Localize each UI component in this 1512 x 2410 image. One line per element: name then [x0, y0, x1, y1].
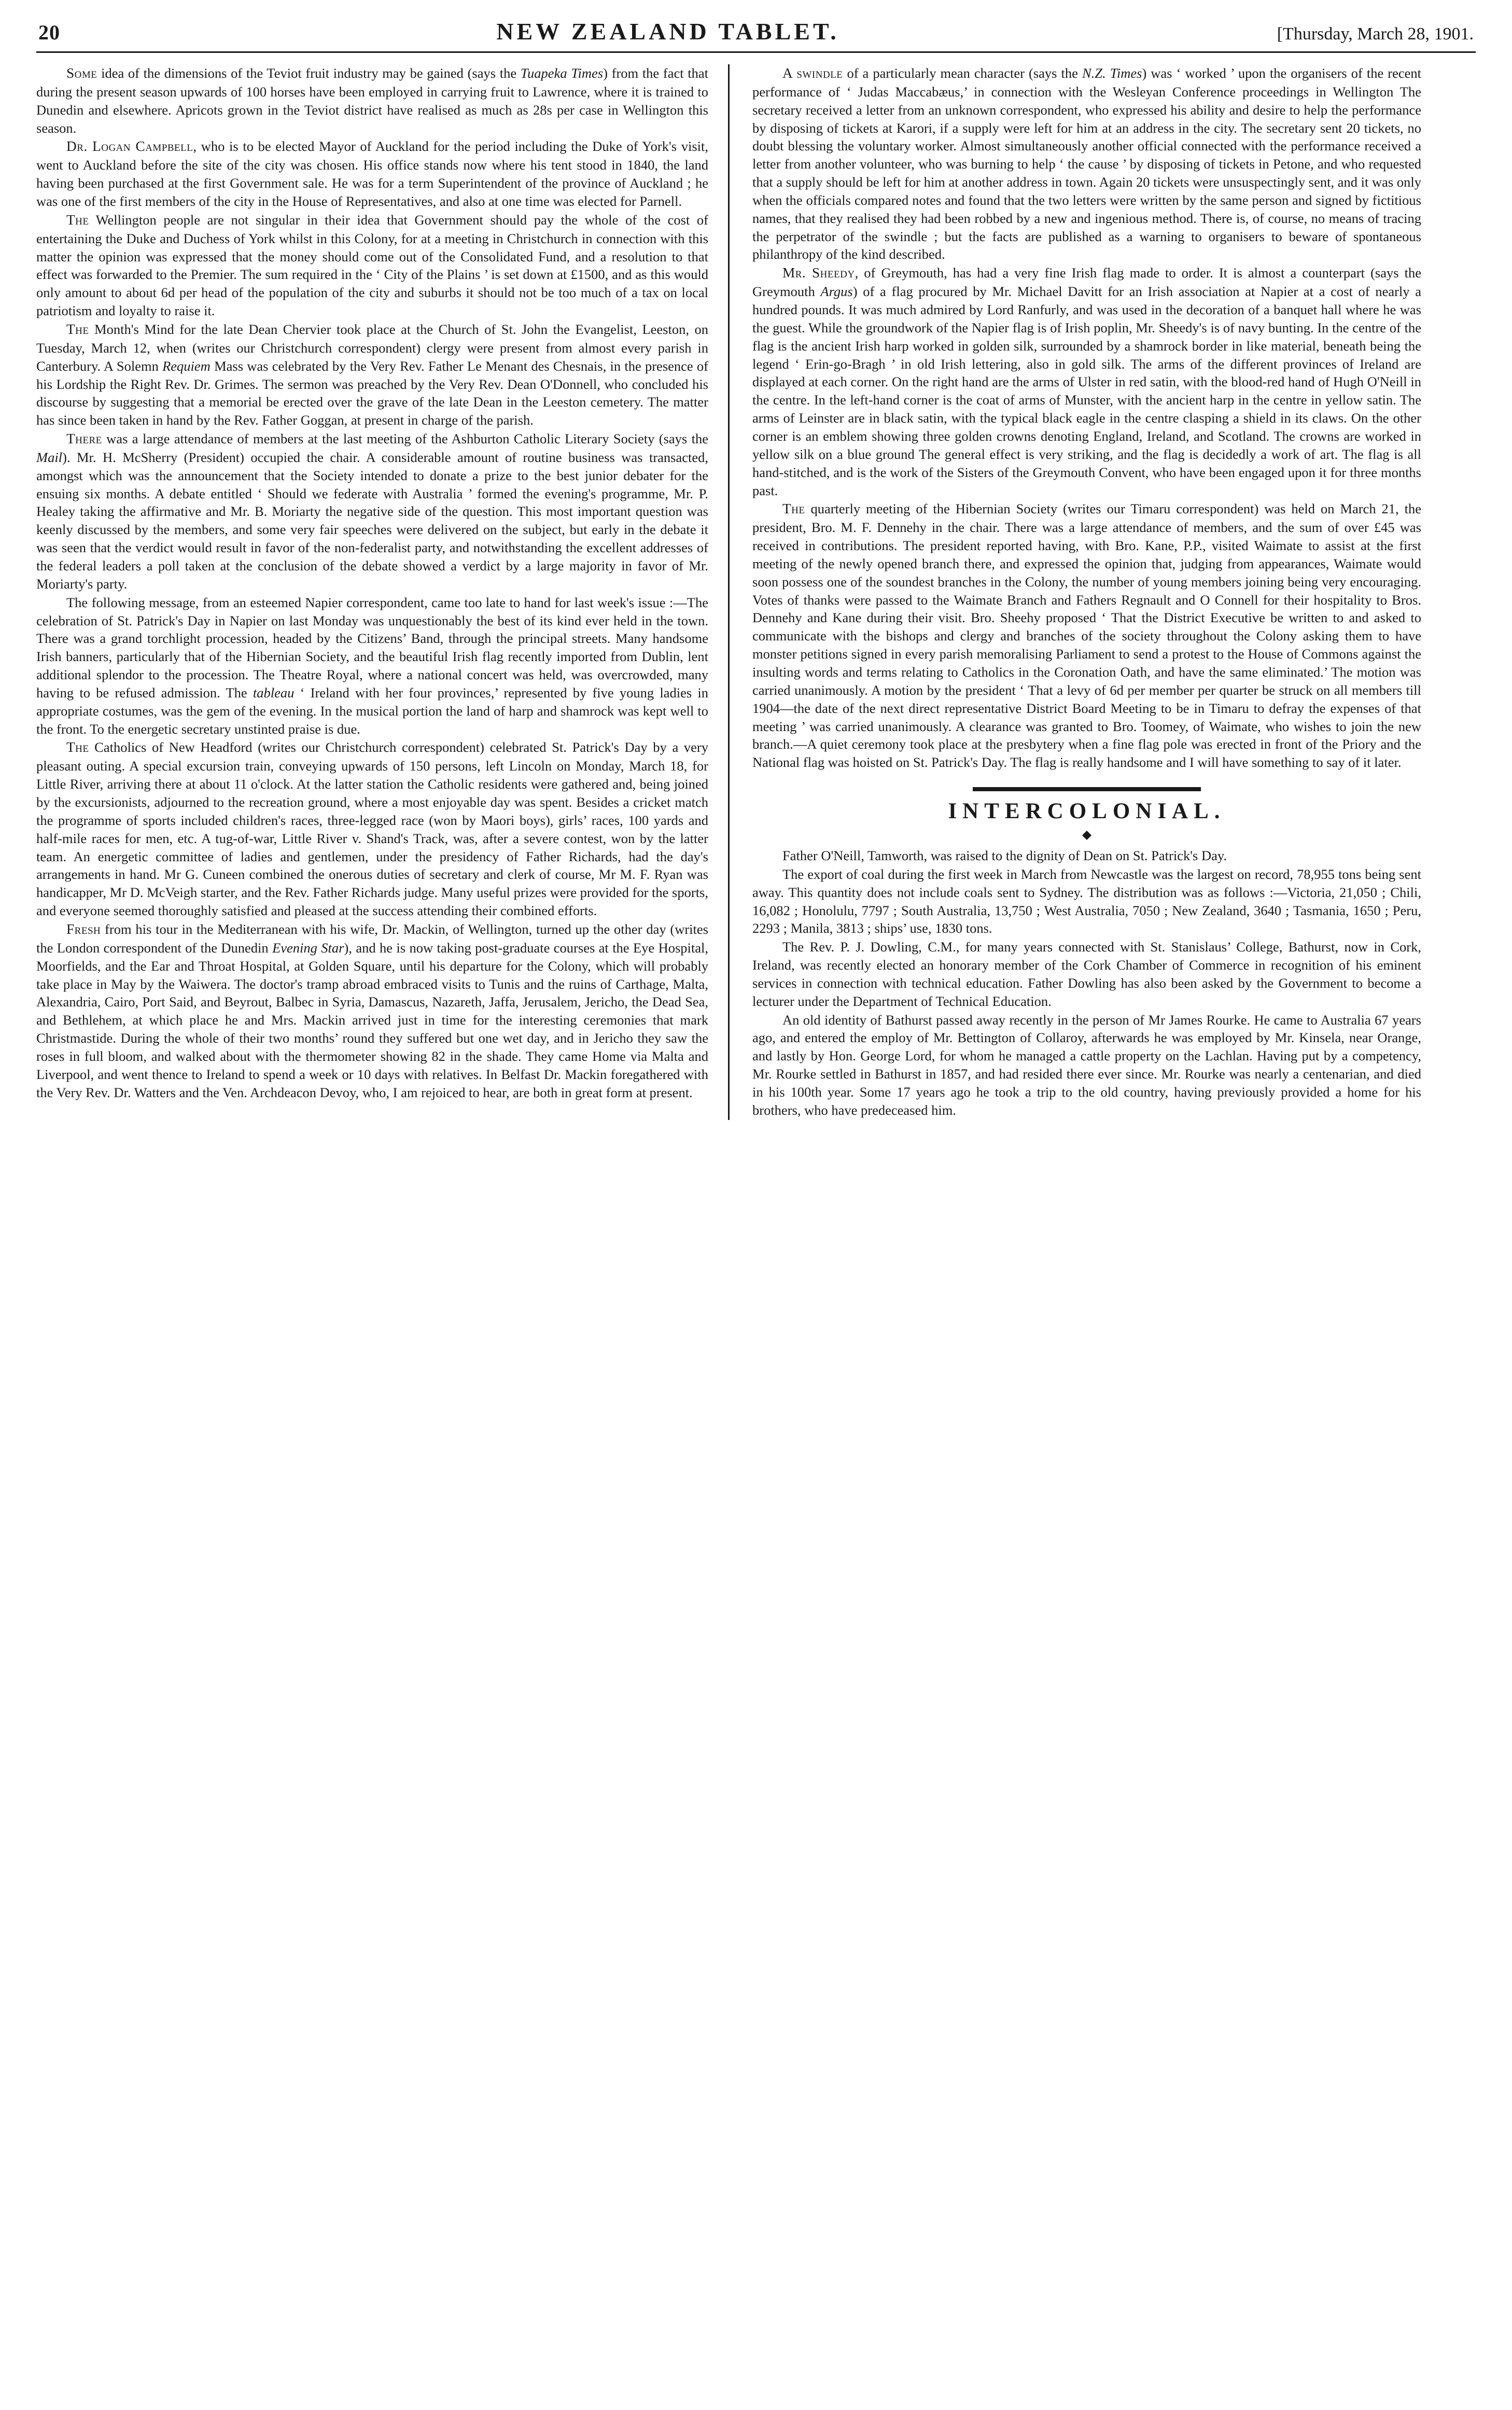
- paragraph: Fresh from his tour in the Mediterranean with his wife, Dr. Mackin, of Wellington, turned up the other day (writes the London correspondent of the Dunedin Evening Star), and he is now taking post-graduate courses at the Eye Hospital, Moorfields, and the Ear and Throat Hospital, at Golden Square, until his departure for the Colony, which will probably take place in May by the Waiwera. The doctor's tramp abroad embraced visits to Tunis and the ruins of Carthage, Malta, Alexandria, Cairo, Port Said, and Beyrout, Balbec in Syria, Damascus, Nazareth, Jaffa, Jerusalem, Jericho, the Dead Sea, and Bethlehem, at which place he and Mrs. Mackin arrived just in time for the interesting ceremonies that mark Christmastide. During the whole of their two months’ round they suffered but one wet day, and in Jericho they saw the roses in full bloom, and walked about with the thermometer showing 82 in the shade. They came Home via Malta and Liverpool, and went thence to Ireland to spend a week or 10 days with relatives. In Belfast Dr. Mackin foregathered with the Very Rev. Dr. Watters and the Ven. Archdeacon Devoy, who, I am rejoiced to hear, are both in great form at present.: [36, 921, 709, 1100]
- section-rule-thin: [973, 790, 1201, 791]
- issue-date: [Thursday, March 28, 1901.: [1277, 24, 1474, 44]
- paragraph: The Rev. P. J. Dowling, C.M., for many years connected with St. Stanislaus’ College, Bathurst, now in Cork, Ireland, was recently elected an honorary member of the Cork Chamber of Commerce in recognition of his eminent services in connection with technical education. Father Dowling has also been asked by the Government to become a lecturer under the Department of Technical Education.: [752, 939, 1421, 1009]
- paragraph: A swindle of a particularly mean character (says the N.Z. Times) was ‘ worked ’ upon the organisers of the recent performance of ‘ Judas Maccabæus,’ in connection with the Wesleyan Conference proceedings in Wellington The secretary received a letter from an unknown correspondent, who expressed his ability and desire to help the performance by disposing of tickets at Karori, if a supply were left for him at an address in the city. The secretary sent 20 tickets, no doubt blessing the voluntary worker. Almost simultaneously another official connected with the performance received a letter from another volunteer, who was burning to help ‘ the cause ’ by disposing of tickets in Petone, and who requested that a supply should be left for him at another address in town. Again 20 tickets were unsuspectingly sent, and it was only when the officials compared notes and found that the two letters were written by the same person and signed by fictitious names, that they realised they had been robbed by a new and ingenious method. There is, of course, no means of tracing the perpetrator of the swindle ; but the facts are published as a warning to organisers to beware of spontaneous philanthropy of the kind described.: [752, 65, 1421, 262]
- right-column-body-top: [752, 64, 1421, 772]
- section-heading: INTERCOLONIAL.: [948, 799, 1226, 824]
- paragraph: Father O'Neill, Tamworth, was raised to the dignity of Dean on St. Patrick's Day.: [782, 848, 1227, 864]
- masthead: [36, 18, 1476, 48]
- paragraph: The quarterly meeting of the Hibernian Society (writes our Timaru correspondent) was held on March 21, the president, Bro. M. F. Dennehy in the chair. There was a large attendance of members, and the sum of over £45 was received in contributions. The president reported having, with Bro. Kane, P.P., visited Waimate to assist at the first meeting of the newly opened branch there, and expressed the opinion that, judging from appearances, Waimate would soon possess one of the soundest branches in the Colony, the number of young members joining being very encouraging. Votes of thanks were passed to the Waimate Branch and Fathers Regnault and O Connell for their hospitality to Bros. Dennehy and Kane during their visit. Bro. Sheehy proposed ‘ That the District Executive be written to and asked to communicate with the bishops and clergy and branches of the society throughout the Colony asking them to have monster petitions signed in every parish memoralising Parliament to send a protest to the House of Commons against the insulting words and terms relating to Catholics in the Coronation Oath, and have the same eliminated.’ The motion was carried unanimously. A motion by the president ‘ That a levy of 6d per member per quarter be struck on all members till 1904—the date of the next direct representative District Board Meeting to be in Timaru to defray the expenses of that meeting ’ was carried unanimously. A clearance was granted to Bro. Toomey, of Waimate, who wishes to join the new branch.—A quiet ceremony took place at the presbytery when a fine flag pole was erected in front of the Priory and the National flag was hoisted on St. Patrick's Day. The flag is really handsome and I will have something to say of it later.: [752, 501, 1421, 770]
- paragraph: There was a large attendance of members at the last meeting of the Ashburton Catholic Literary Society (says the Mail). Mr. H. McSherry (President) occupied the chair. A considerable amount of routine business was transacted, amongst which was the announcement that the Society intended to donate a prize to the best junior debater for the ensuing six months. A debate entitled ‘ Should we federate with Australia ’ formed the evening's programme, Mr. P. Healey taking the affirmative and Mr. B. Moriarty the negative side of the question. This most important question was keenly discussed by the members, and some very fair speeches were delivered on the subject, but early in the debate it was seen that the verdict would result in favor of the non-federalist party, and notwithstanding the excellent addresses of the federal leaders a poll taken at the conclusion of the debate showed a verdict by a large majority in favor of Mr. Moriarty's party.: [36, 431, 708, 592]
- left-column-body: [36, 64, 708, 1101]
- column-right: [732, 64, 1421, 1120]
- column-divider: [728, 64, 730, 1120]
- newspaper-title: NEW ZEALAND TABLET.: [496, 18, 839, 45]
- masthead-rule: [36, 51, 1476, 53]
- page-number: 20: [38, 21, 60, 44]
- paragraph: The Catholics of New Headford (writes our Christchurch correspondent) celebrated St. Patrick's Day by a very pleasant outing. A special excursion train, conveying upwards of 150 persons, left Lincoln on Monday, March 18, for Little River, arriving there at about 11 o'clock. At the latter station the Catholic residents were gathered and, being joined by the excursionists, adjourned to the recreation ground, where a most enjoyable day was spent. Besides a cricket match the programme of sports included children's races, three-legged race (won by Maori boys), girls’ races, 100 yards and half-mile races for men, etc. A tug-of-war, Little River v. Shand's Track, was, after a severe contest, won by the latter team. An energetic committee of ladies and gentlemen, under the presidency of Father Richards, had the day's arrangements in hand. Mr G. Cuneen combined the onerous duties of secretary and clerk of course, Mr M. F. Ryan was handicapper, Mr D. McVeigh starter, and the Rev. Father Richards judge. Many useful prizes were provided for the sports, and everyone seemed thoroughly satisfied and pleased at the success attending their combined efforts.: [36, 739, 708, 919]
- paragraph: Mr. Sheedy, of Greymouth, has had a very fine Irish flag made to order. It is almost a counterpart (says the Greymouth Argus) of a flag procured by Mr. Michael Davitt for an Irish association at Napier at a cost of nearly a hundred pounds. It was much admired by Lord Ranfurly, and was used in the decoration of a banquet hall where he was the guest. While the groundwork of the Napier flag is of Irish poplin, Mr. Sheedy's is of navy bunting. In the centre of the flag is the ancient Irish harp worked in golden silk, surrounded by a shamrock border in like material, beneath being the legend ‘ Erin-go-Bragh ’ in old Irish lettering, also in gold silk. The arms of the different provinces of Ireland are displayed at each corner. On the right hand are the arms of Ulster in red satin, with the blood-red hand of Hugh O'Neill in the centre. In the left-hand corner is the coat of arms of Munster, with the ancient harp in the centre in yellow satin. The arms of Leinster are in black satin, with the typical black eagle in the centre clasping a shield in its claws. On the other corner is an emblem showing three golden crowns denoting England, Ireland, and Scotland. The crowns are worked in yellow silk on a blue ground The general effect is very striking, and the flag is decidedly a work of art. The flag is all hand-stitched, and is the work of the Sisters of the Greymouth Convent, who have been engaged upon it for three months past.: [752, 265, 1421, 498]
- paragraph: The Month's Mind for the late Dean Chervier took place at the Church of St. John the Evangelist, Leeston, on Tuesday, March 12, when (writes our Christchurch correspondent) clergy were present from almost every parish in Canterbury. A Solemn Requiem Mass was celebrated by the Very Rev. Father Le Menant des Chesnais, in the presence of his Lordship the Right Rev. Dr. Grimes. The sermon was preached by the Very Rev. Dean O'Donnell, who concluded his discourse by suggesting that a memorial be erected over the grave of the late Dean in the Leeston cemetery. The matter has since been taken in hand by the Rev. Father Goggan, at present in charge of the parish.: [36, 321, 708, 428]
- paragraph: The following message, from an esteemed Napier correspondent, came too late to hand for last week's issue :—The celebration of St. Patrick's Day in Napier on last Monday was unquestionably the best of its kind ever held in the town. There was a grand torchlight procession, headed by the Citizens’ Band, through the principal streets. Many handsome Irish banners, particularly that of the Hibernian Society, and the beautiful Irish flag recently imported from Dublin, lent additional splendor to the procession. The Theatre Royal, where a national concert was held, was overcrowded, many having to be refused admission. The tableau ‘ Ireland with her four provinces,’ represented by five young ladies in appropriate costumes, was the gem of the evening. In the musical portion the land of harp and shamrock was kept well to the front. To the energetic secretary unstinted praise is due.: [36, 594, 708, 737]
- paragraph: Some idea of the dimensions of the Teviot fruit industry may be gained (says the Tuapeka Times) from the fact that during the present season upwards of 100 horses have been employed in carrying fruit to Lawrence, where it is trained to Dunedin and elsewhere. Apricots grown in the Teviot district have realised as much as 28s per case in Wellington this season.: [36, 65, 708, 136]
- column-left: [36, 64, 726, 1120]
- section-divider: [752, 787, 1421, 791]
- paragraph: The Wellington people are not singular in their idea that Government should pay the whole of the cost of entertaining the Duke and Duchess of York whilst in this Colony, for at a meeting in Christchurch in connection with this matter the opinion was expressed that the money should come out of the Consolidated Fund, and a resolution to that effect was forwarded to the Premier. The sum required in the ‘ City of the Plains ’ is set down at £1500, and as this would only amount to about 6d per head of the population of the city and suburbs it should not be too much of a tax on local patriotism and loyalty to raise it.: [36, 212, 708, 319]
- section-ornament: [752, 826, 1421, 839]
- paragraph: Dr. Logan Campbell, who is to be elected Mayor of Auckland for the period including the Duke of York's visit, went to Auckland before the site of the city was chosen. His office stands now where his tent stood in 1840, the land having been purchased at the first Government sale. He was for a term Superintendent of the province of Auckland ; he was one of the first members of the city in the House of Representatives, and also at one time was elected for Parnell.: [36, 138, 708, 209]
- page-columns: [36, 64, 1476, 1120]
- paragraph: The export of coal during the first week in March from Newcastle was the largest on record, 78,955 tons being sent away. This quantity does not include coals sent to Sydney. The distribution was as follows :—Victoria, 21,050 ; Chili, 16,082 ; Honolulu, 7797 ; South Australia, 13,750 ; West Australia, 7050 ; New Zealand, 3640 ; Tasmania, 1650 ; Peru, 2293 ; Manila, 3813 ; ships’ use, 1830 tons.: [752, 866, 1421, 936]
- diamond-icon: [1082, 826, 1091, 835]
- paragraph: An old identity of Bathurst passed away recently in the person of Mr James Rourke. He came to Australia 67 years ago, and entered the employ of Mr. Bettington of Collaroy, afterwards he was employed by Mr. Kinsela, near Orange, and lastly by Hon. George Lord, for whom he managed a cattle property on the Lachlan. Having put by a competency, Mr. Rourke settled in Bathurst in 1857, and had resided there ever since. Mr. Rourke was nearly a centenarian, and died in his 100th year. Some 17 years ago he took a trip to the old country, having previously provided a home for his brothers, who have predeceased him.: [752, 1012, 1421, 1118]
- right-column-body-bottom: [752, 847, 1421, 1119]
